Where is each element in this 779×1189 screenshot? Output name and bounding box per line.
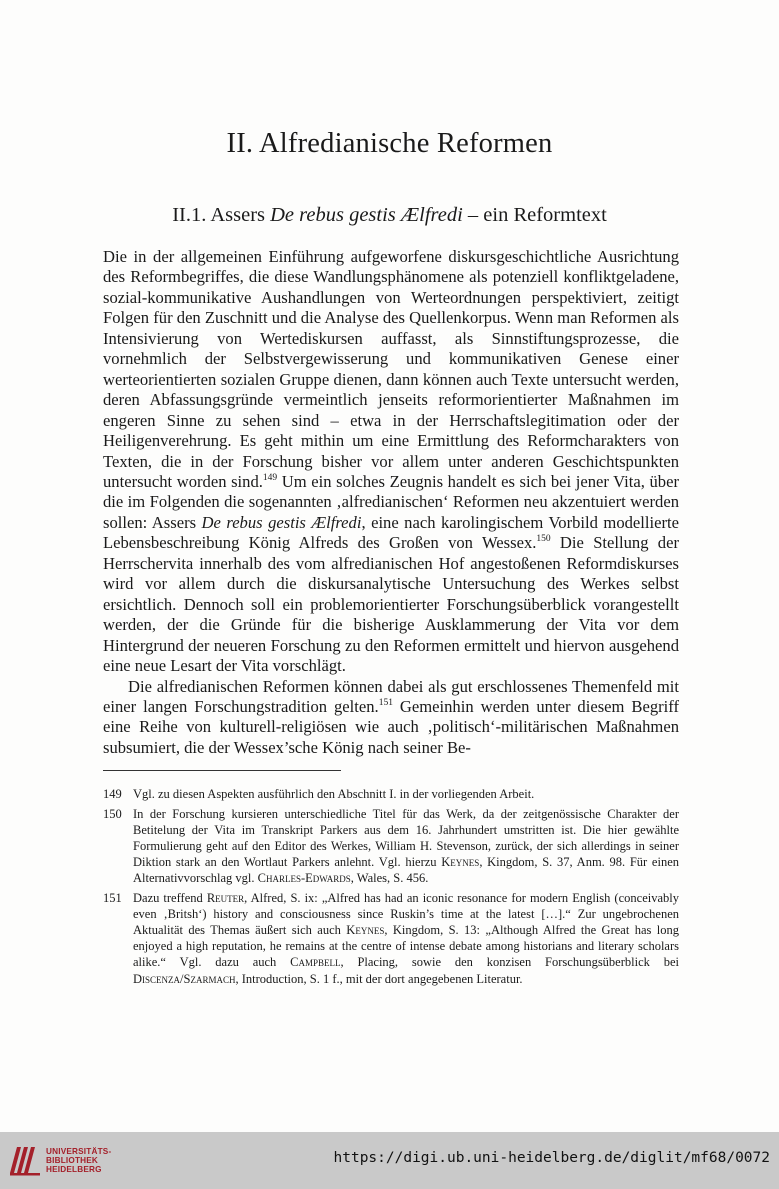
author-name: Campbell [290,955,341,970]
footnote-151 [103,890,679,986]
footnote-text-part: , Introduction, S. 1 f., mit der dort angegebenen Literatur. [235,971,523,986]
footnote-149 [103,786,679,802]
author-name: Reuter [206,891,245,906]
library-logo-text [46,1147,111,1175]
footnote-text-part: , Wales, S. 456. [350,871,429,886]
footnote-text-part: , Placing, sowie den konzisen Forschungsüberblick bei [340,955,679,970]
logo-line-1: UNIVERSITÄTS- [46,1147,112,1156]
footnote-divider [103,770,341,771]
logo-line-3: HEIDELBERG [46,1165,102,1175]
paragraph-1-text-d: Die Stellung der Herrschervita innerhalb des vom alfredianischen Hof angestoßenen Reformdiskurses wird vor allem durch die diskursanalytische Untersuchung des Werkes selbst ersichtlich. Dennoch soll ein problemorientierter Forschungsüberblick vorangestellt werden, der die Gründe für die bisherige Ausklammerung der Vita vor dem Hintergrund der neueren Forschung zu den Reformen ermittelt und hiervon ausgehend eine neue Lesart der Vita vorschlägt. [103,533,679,676]
footnote-number: 151 [103,891,122,906]
library-logo-icon[interactable] [8,1143,42,1177]
paragraph-1 [103,247,679,677]
paragraph-2-text-a: Die alfredianischen Reformen können dabei als gut erschlossenes Themenfeld mit einer langen Forschungstradition gelten. [103,676,679,716]
footnote-text-part: , Kingdom, S. 13: „Although Alfred the Great has long enjoyed a high reputation, he remains at the centre of intense debate among historians and literary scholars alike.“ Vgl. dazu auch [133,923,679,970]
author-name: Charles-Edwards [257,871,351,886]
paragraph-1-text-a: Die in der allgemeinen Einführung aufgeworfene diskursgeschichtliche Ausrichtung des Reformbegriffes, die diese Wandlungsphänomene als potenziell konfliktgeladene, sozial-kommunikative Aushandlungen von Werteordnungen perspektiviert, zeitigt Folgen für den Zuschnitt und die Analyse des Quellenkorpus. Wenn man Reformen als Intensivierung von Wertediskursen auffasst, als Sinnstiftungsprozesse, die vornehmlich der Selbstvergewisserung und kommunikativen Genese einer werteorientierten sozialen Gruppe dienen, dann können auch Texte untersucht werden, deren Abfassungsgründe vermeintlich jenseits reformorientierter Maßnahmen im engeren Sinne zu sehen sind – etwa in der Herrschaftslegitimation oder der Heiligenverehrung. Es geht mithin um eine Ermittlung des Reformcharakters von Texten, die in der Forschung bisher vor allem unter anderen Geschichtspunkten untersucht worden sind. [103,247,679,491]
footnote-150 [103,806,679,886]
footnote-text-part: Dazu treffend [133,891,207,906]
footnote-text: Vgl. zu diesen Aspekten ausführlich den Abschnitt I. in der vorliegenden Arbeit. [133,787,535,801]
paragraph-2 [103,677,679,759]
permalink-url[interactable]: https://digi.ub.uni-heidelberg.de/diglit/mf68/0072 [333,1150,770,1166]
logo-line-2: BIBLIOTHEK [46,1156,99,1166]
footer-bar [0,1132,779,1189]
footnote-text [133,806,679,886]
paragraph-2-text-b: Gemeinhin werden unter diesem Begriff eine Reihe von kulturell-religiösen wie auch ‚politisch‘-militärischen Maßnahmen subsumiert, die der Wessex’sche König nach seiner Be- [103,696,679,757]
paragraph-1-text-c: , eine nach karolingischem Vorbild modellierte Lebensbeschreibung König Alfreds des Großen von Wessex. [103,512,679,553]
footnote-ref-150[interactable]: 150 [536,534,551,545]
section-title-prefix: II.1. Assers [172,204,271,226]
section-title-suffix: – ein Reformtext [462,204,607,226]
footnote-number: 149 [103,787,122,801]
footnote-text-part: , Alfred, S. ix: „Alfred has had an iconic resonance for modern English (conceivably even ‚Britsh‘) history and consciousness since Ruskin’s time at the latest […].“ Zur ungebrochenen Aktualität des Themas äußert sich auch [133,891,679,938]
paragraph-1-text-b: Um ein solches Zeugnis handelt es sich bei jener Vita, über die im Folgenden die sogenannten ‚alfredianischen‘ Reformen neu akzentuiert werden sollen: Assers [103,471,679,532]
author-name: Keynes [441,855,480,870]
footnotes [103,786,679,991]
author-name: Keynes [346,923,385,938]
footnote-text-part: , Kingdom, S. 37, Anm. 98. Für einen Alternativvorschlag vgl. [133,855,679,886]
footnote-text-part: In der Forschung kursieren unterschiedliche Titel für das Werk, da der zeitgenössische Charakter der Betitelung der Vita im Transkript Parkers aus dem 16. Jahrhundert umstritten ist. Die hier gewählte Formulierung geht auf den Editor des Werkes, William H. Stevenson, zurück, der sich allerdings in seiner Diktion stark an den Wortlaut Parkers anlehnt. Vgl. hierzu [133,807,679,870]
body-text [103,247,679,758]
chapter-title: II. Alfredianische Reformen [226,128,553,159]
section-title-italic: De rebus gestis Ælfredi [270,204,463,226]
author-name: Discenza/Szarmach [133,971,236,986]
paragraph-1-italic-title: De rebus gestis Ælfredi [201,512,362,532]
footnote-ref-149[interactable]: 149 [262,472,278,483]
footnote-text [133,890,679,986]
footnote-number: 150 [103,807,122,822]
section-title [0,204,779,227]
footnote-ref-151[interactable]: 151 [378,697,393,708]
